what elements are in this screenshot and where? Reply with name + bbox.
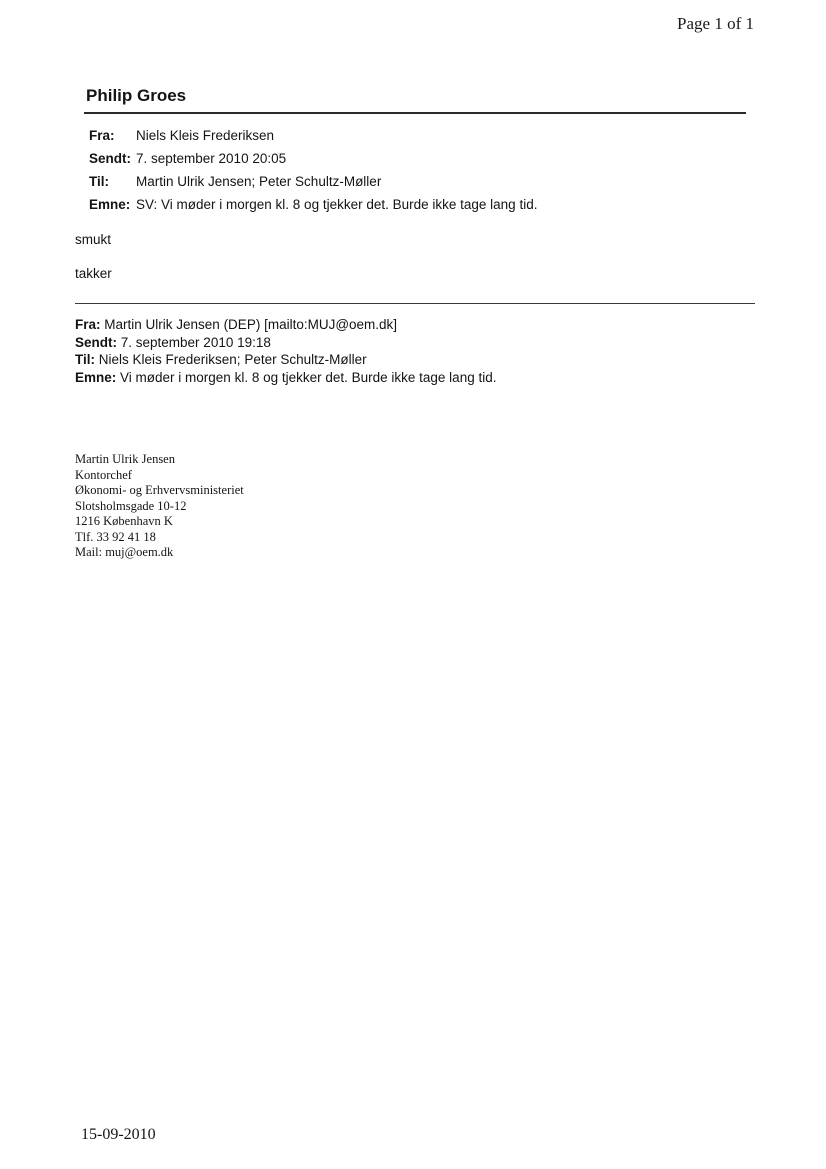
reply-from-row — [89, 124, 537, 147]
reply-to-value: Martin Ulrik Jensen; Peter Schultz-Møller — [136, 174, 382, 189]
reply-body-line: smukt — [75, 232, 112, 247]
mailbox-owner-name: Philip Groes — [86, 86, 187, 105]
signature-city: 1216 København K — [75, 514, 173, 528]
reply-sent-row — [89, 147, 537, 170]
original-subject-label: Emne: — [75, 369, 117, 385]
reply-from-value: Niels Kleis Frederiksen — [136, 128, 275, 143]
signature-phone: Tlf. 33 92 41 18 — [75, 529, 156, 544]
reply-subject-value: SV: Vi møder i morgen kl. 8 og tjekker det. Burde ikke tage lang tid. — [136, 197, 538, 212]
footer-date: 15-09-2010 — [81, 1126, 156, 1143]
original-message-header — [75, 316, 496, 386]
signature-ministry: Økonomi- og Erhvervsministeriet — [75, 483, 244, 497]
original-from-label: Fra: — [75, 317, 101, 332]
original-subject-row — [75, 369, 496, 387]
page-number: Page 1 of 1 — [677, 14, 754, 33]
signature-street: Slotsholmsgade 10-12 — [75, 498, 187, 513]
original-from-row — [75, 316, 496, 334]
original-sent-row — [75, 334, 496, 352]
original-from-value: Martin Ulrik Jensen (DEP) [mailto:MUJ@oem.dk] — [104, 317, 398, 332]
reply-to-row — [89, 170, 537, 193]
original-sent-label: Sendt: — [75, 334, 117, 350]
original-subject-value: Vi møder i morgen kl. 8 og tjekker det. Burde ikke tage lang tid. — [120, 369, 497, 385]
signature-title: Kontorchef — [75, 467, 132, 482]
reply-header — [89, 124, 537, 216]
original-sent-value: 7. september 2010 19:18 — [120, 334, 271, 350]
email-signature — [75, 452, 244, 561]
reply-to-label: Til: — [89, 174, 109, 189]
reply-from-label: Fra: — [89, 128, 115, 143]
reply-subject-row — [89, 193, 537, 216]
signature-mail: Mail: muj@oem.dk — [75, 545, 174, 559]
original-to-row — [75, 351, 496, 369]
reply-subject-label: Emne: — [89, 197, 131, 212]
signature-name: Martin Ulrik Jensen — [75, 452, 175, 466]
header-divider — [84, 112, 746, 114]
reply-sent-label: Sendt: — [89, 151, 131, 166]
original-to-value: Niels Kleis Frederiksen; Peter Schultz-Møller — [98, 352, 367, 367]
reply-body-line: takker — [75, 266, 112, 281]
original-to-label: Til: — [75, 352, 95, 367]
quoted-message-divider — [75, 303, 755, 304]
reply-sent-value: 7. september 2010 20:05 — [136, 151, 287, 166]
